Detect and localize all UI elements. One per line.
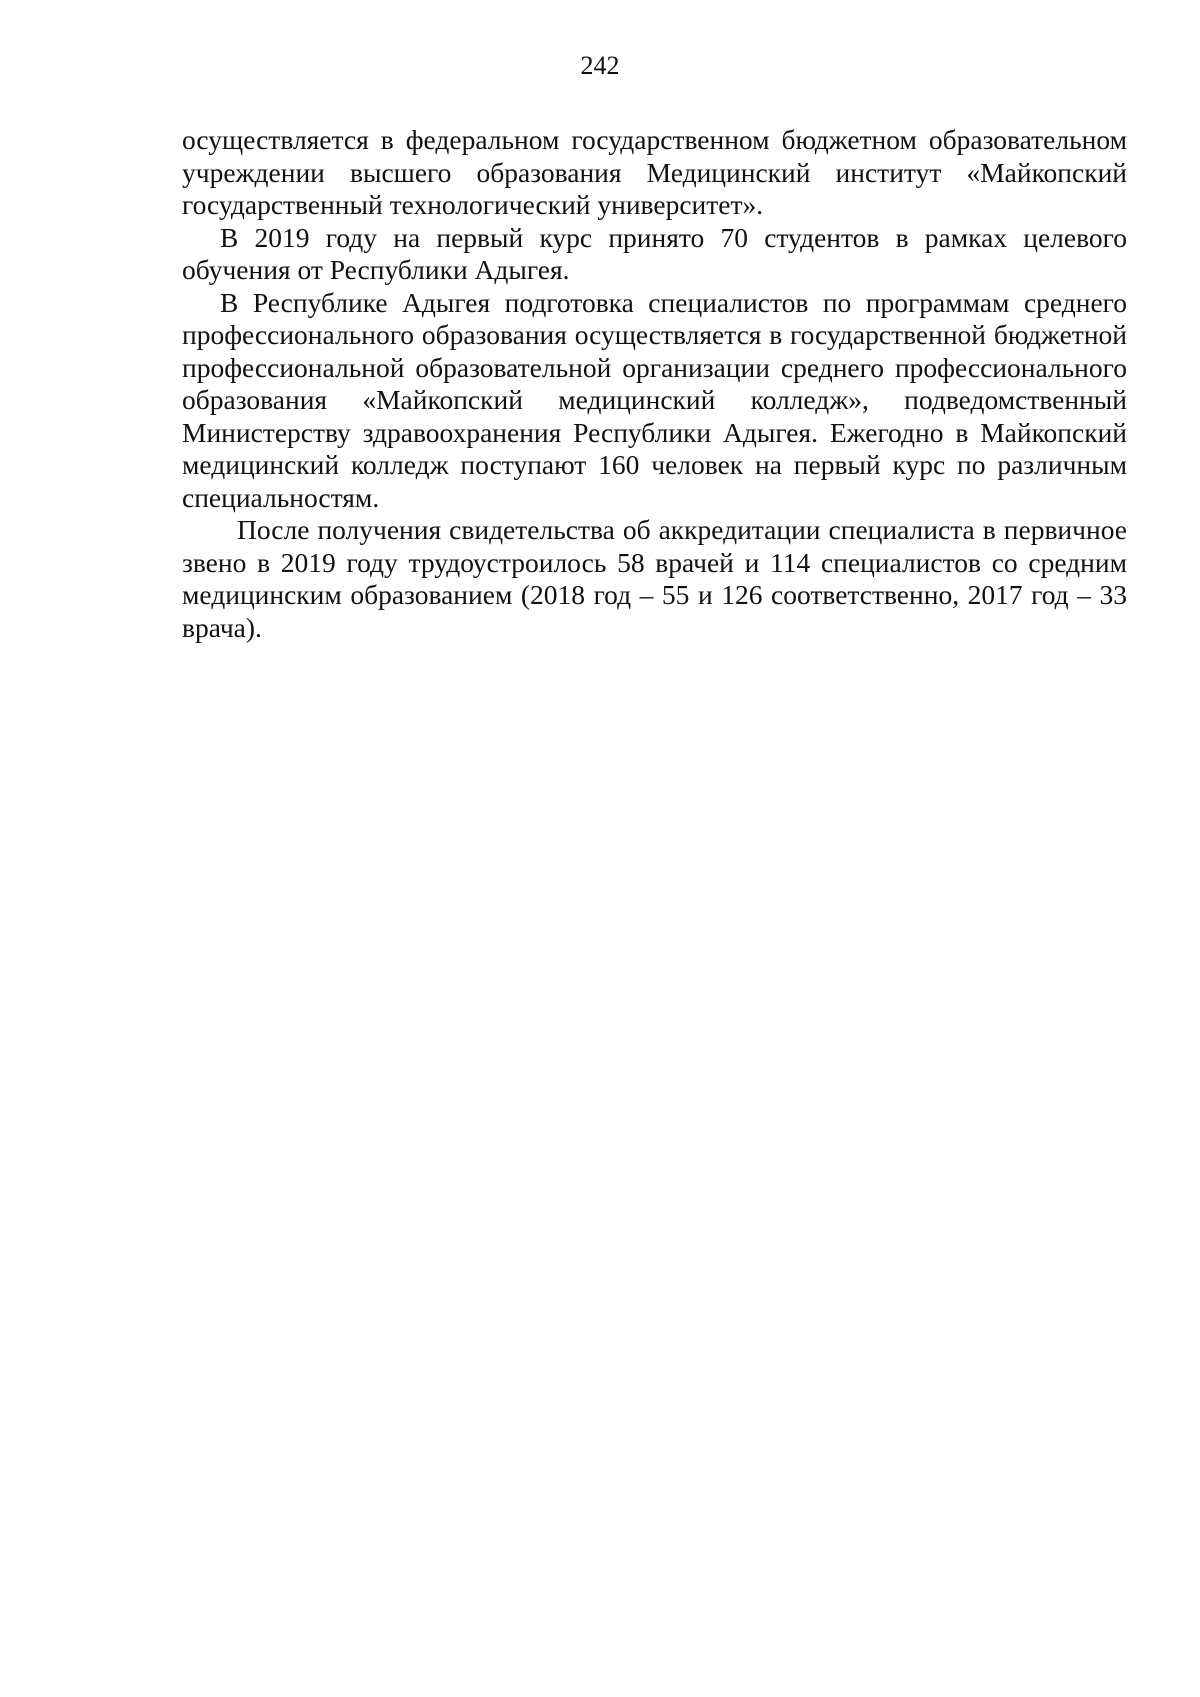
page-number: 242 — [580, 51, 620, 80]
paragraph-medical-college: В Республике Адыгея подготовка специалистов по программам среднего профессионального образования осуществляется в государственной бюджетной профессиональной образовательной организации среднего профессионального образования «Майкопский медицинский колледж», подведомственный Министерству здравоохранения Республики Адыгея. Ежегодно в Майкопский медицинский колледж поступают 160 человек на первый курс по различным специальностям. — [182, 286, 1127, 513]
paragraph-continuation: осуществляется в федеральном государственном бюджетном образовательном учреждении высшего образования Медицинский институт «Майкопский государственный технологический университет». — [182, 124, 1127, 220]
paragraph-first-year-admission: В 2019 году на первый курс принято 70 студентов в рамках целевого обучения от Республики Адыгея. — [182, 221, 1127, 285]
document-body — [182, 124, 1127, 644]
paragraph-employment: После получения свидетельства об аккредитации специалиста в первичное звено в 2019 году трудоустроилось 58 врачей и 114 специалистов со средним медицинским образованием (2018 год – 55 и 126 соответственно, 2017 год – 33 врача). — [182, 514, 1127, 643]
